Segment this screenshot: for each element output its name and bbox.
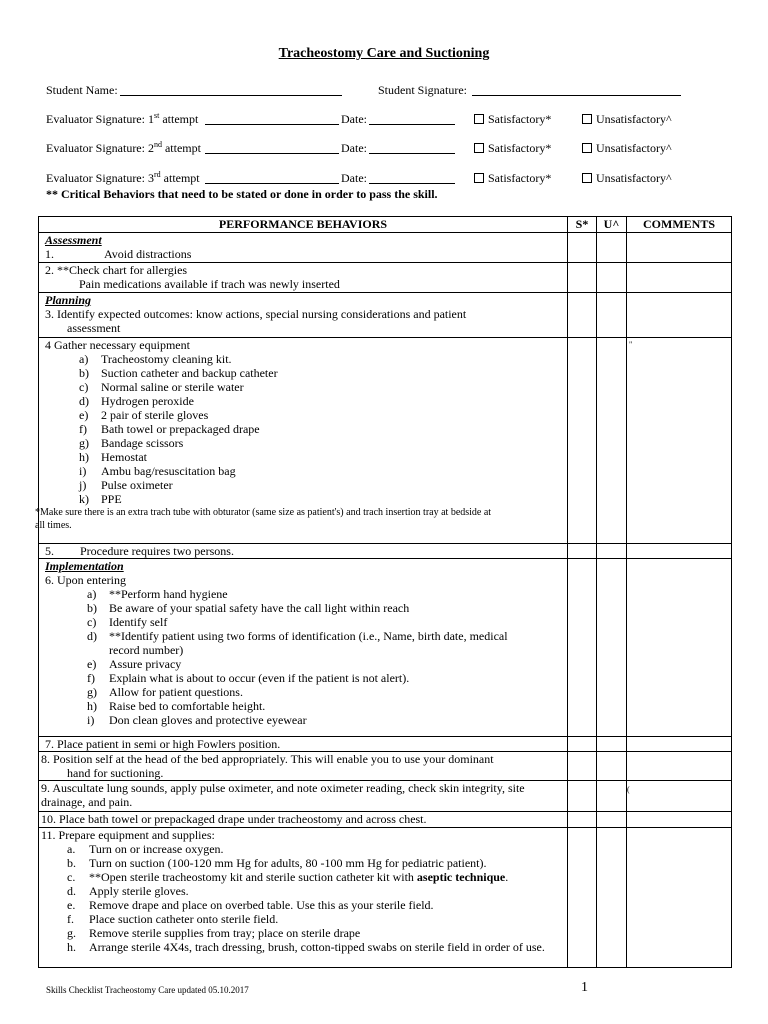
table-header-row [39, 217, 732, 233]
comments-cell[interactable] [627, 263, 732, 293]
item-marker: i) [79, 464, 87, 478]
u-cell[interactable] [597, 737, 627, 752]
list-item [39, 699, 567, 713]
u-cell[interactable] [597, 293, 627, 338]
note-text: *Make sure there is an extra trach tube with obturator (same size as patient's) and trach insertion tray at bedside at [35, 507, 492, 518]
item-text: Be aware of your spatial safety have the call light within reach [109, 601, 410, 615]
row-text: 4 Gather necessary equipment [45, 338, 190, 352]
header-comments: COMMENTS [627, 217, 732, 233]
row-text: assessment [67, 321, 121, 335]
checkbox-icon[interactable] [582, 114, 592, 124]
row-text: 11. Prepare equipment and supplies: [41, 828, 215, 842]
u-cell[interactable] [597, 233, 627, 263]
item-marker: a) [79, 352, 89, 366]
list-item [39, 352, 567, 366]
u-cell[interactable] [597, 544, 627, 559]
date-label: Date: [341, 171, 367, 185]
page-number: 1 [581, 980, 588, 995]
table-row [39, 737, 732, 752]
s-cell[interactable] [568, 752, 597, 781]
evaluator-signature-label: Evaluator Signature: 3rd attempt [46, 170, 200, 185]
row-number: 1. [45, 247, 54, 261]
s-cell[interactable] [568, 781, 597, 812]
item-marker: d) [87, 629, 97, 643]
s-cell[interactable] [568, 233, 597, 263]
row-number: 5. [45, 544, 54, 558]
table-row [39, 828, 732, 968]
evaluator-signature-label: Evaluator Signature: 2nd attempt [46, 140, 201, 155]
row-text: drainage, and pain. [41, 795, 133, 809]
item-text: **Perform hand hygiene [109, 587, 228, 601]
checkbox-icon[interactable] [582, 143, 592, 153]
date-field[interactable] [369, 124, 455, 125]
checkbox-icon[interactable] [582, 173, 592, 183]
list-item [39, 671, 567, 685]
list-item [39, 587, 567, 601]
table-row [39, 544, 732, 559]
table-row [39, 752, 732, 781]
item-text: Arrange sterile 4X4s, trach dressing, brush, cotton-tipped swabs on sterile field in order of use. [89, 940, 545, 954]
comments-cell[interactable] [627, 737, 732, 752]
list-item [39, 884, 567, 898]
row-text: 9. Auscultate lung sounds, apply pulse oximeter, and note oximeter reading, check skin integrity, site [41, 781, 525, 795]
item-marker: c) [87, 615, 97, 629]
u-cell[interactable] [597, 263, 627, 293]
list-item [39, 657, 567, 671]
list-item [39, 926, 567, 940]
comments-cell[interactable] [627, 828, 732, 968]
list-item [39, 422, 567, 436]
item-marker: h) [79, 450, 89, 464]
s-cell[interactable] [568, 812, 597, 828]
critical-behaviors-note: ** Critical Behaviors that need to be stated or done in order to pass the skill. [46, 187, 438, 201]
u-cell[interactable] [597, 752, 627, 781]
satisfactory-option[interactable]: Satisfactory* [474, 112, 551, 126]
evaluator-signature-field[interactable] [205, 153, 339, 154]
student-signature-field[interactable] [472, 95, 681, 96]
s-cell[interactable] [568, 338, 597, 544]
item-marker: f) [87, 671, 95, 685]
note-text: all times. [35, 520, 72, 531]
unsatisfactory-option[interactable]: Unsatisfactory^ [582, 171, 672, 185]
satisfactory-option[interactable]: Satisfactory* [474, 141, 551, 155]
comments-cell[interactable] [627, 812, 732, 828]
list-item [39, 615, 567, 629]
u-cell[interactable] [597, 338, 627, 544]
table-row [39, 812, 732, 828]
section-planning: Planning [45, 293, 92, 307]
performance-table [35, 216, 732, 968]
item-text: **Open sterile tracheostomy kit and sterile suction catheter kit with [89, 870, 417, 884]
comments-cell[interactable] [627, 752, 732, 781]
s-cell[interactable] [568, 737, 597, 752]
item-text: Turn on suction (100-120 mm Hg for adults, 80 -100 mm Hg for pediatric patient). [89, 856, 487, 870]
row-text: Pain medications available if trach was newly inserted [79, 277, 340, 291]
item-marker: d) [79, 394, 89, 408]
section-assessment: Assessment [45, 233, 102, 247]
date-label: Date: [341, 112, 367, 126]
item-marker: e) [87, 657, 97, 671]
list-item [39, 856, 567, 870]
u-cell[interactable] [597, 781, 627, 812]
header-behaviors: PERFORMANCE BEHAVIORS [39, 217, 568, 233]
unsatisfactory-option[interactable]: Unsatisfactory^ [582, 141, 672, 155]
item-text: Suction catheter and backup catheter [101, 366, 278, 380]
date-label: Date: [341, 141, 367, 155]
item-marker: j) [79, 478, 87, 492]
date-field[interactable] [369, 183, 455, 184]
list-item [39, 898, 567, 912]
row-text: 6. Upon entering [45, 573, 126, 587]
table-row [39, 781, 732, 812]
comment-mark: " [629, 340, 633, 349]
evaluator-signature-label: Evaluator Signature: 1st attempt [46, 111, 199, 126]
item-marker: h. [67, 940, 76, 954]
s-cell[interactable] [568, 559, 597, 737]
row-text: Procedure requires two persons. [80, 544, 234, 558]
item-marker: d. [67, 884, 76, 898]
item-marker: c. [67, 870, 76, 884]
evaluator-signature-field[interactable] [205, 183, 339, 184]
checkbox-icon[interactable] [474, 143, 484, 153]
item-marker: e) [79, 408, 89, 422]
item-text: Hydrogen peroxide [101, 394, 194, 408]
item-text: Tracheostomy cleaning kit. [101, 352, 232, 366]
comment-mark: ( [627, 785, 630, 794]
list-item [39, 464, 567, 478]
item-text: Turn on or increase oxygen. [89, 842, 224, 856]
item-text: Ambu bag/resuscitation bag [101, 464, 236, 478]
item-text: Normal saline or sterile water [101, 380, 244, 394]
table-row [39, 293, 732, 338]
item-marker: i) [87, 713, 95, 727]
item-text: Don clean gloves and protective eyewear [109, 713, 307, 727]
item-text: Hemostat [101, 450, 147, 464]
list-item [39, 643, 567, 657]
s-cell[interactable] [568, 293, 597, 338]
item-text: Bandage scissors [101, 436, 184, 450]
comments-cell[interactable] [627, 338, 732, 544]
row-text: hand for suctioning. [67, 766, 164, 780]
item-marker: a) [87, 587, 97, 601]
item-marker: a. [67, 842, 76, 856]
section-implementation: Implementation [45, 559, 124, 573]
list-item [39, 912, 567, 926]
comments-cell[interactable] [627, 781, 732, 812]
student-name-label: Student Name: [46, 83, 118, 97]
item-text: Allow for patient questions. [109, 685, 243, 699]
list-item [39, 436, 567, 450]
item-text: Raise bed to comfortable height. [109, 699, 266, 713]
s-cell[interactable] [568, 828, 597, 968]
footer-text: Skills Checklist Tracheostomy Care updated 05.10.2017 [46, 985, 249, 995]
table-row [39, 263, 732, 293]
item-text: Remove drape and place on overbed table. Use this as your sterile field. [89, 898, 434, 912]
list-item [39, 366, 567, 380]
item-marker: b. [67, 856, 76, 870]
evaluator-signature-field[interactable] [205, 124, 339, 125]
row-text: 3. Identify expected outcomes: know actions, special nursing considerations and patient [45, 307, 467, 321]
item-text: 2 pair of sterile gloves [101, 408, 209, 422]
item-text: Pulse oximeter [101, 478, 173, 492]
item-text: Bath towel or prepackaged drape [101, 422, 260, 436]
s-cell[interactable] [568, 544, 597, 559]
item-text: Remove sterile supplies from tray; place on sterile drape [89, 926, 361, 940]
item-text: Explain what is about to occur (even if the patient is not alert). [109, 671, 410, 685]
item-marker: c) [79, 380, 89, 394]
s-cell[interactable] [568, 263, 597, 293]
list-item [39, 940, 567, 954]
item-marker: b) [87, 601, 97, 615]
list-item [39, 450, 567, 464]
table-row [39, 338, 732, 544]
u-cell[interactable] [597, 828, 627, 968]
item-marker: e. [67, 898, 76, 912]
item-marker: f) [79, 422, 87, 436]
comments-cell[interactable] [627, 559, 732, 737]
row-text: 10. Place bath towel or prepackaged drape under tracheostomy and across chest. [41, 812, 427, 826]
student-name-field[interactable] [120, 95, 342, 96]
header-u: U^ [597, 217, 627, 233]
comments-cell[interactable] [627, 293, 732, 338]
list-item [39, 380, 567, 394]
item-marker: k) [79, 492, 89, 506]
date-field[interactable] [369, 153, 455, 154]
satisfactory-option[interactable]: Satisfactory* [474, 171, 551, 185]
item-text: Identify self [109, 615, 168, 629]
list-item [39, 394, 567, 408]
table-row [39, 233, 732, 263]
comments-cell[interactable] [627, 233, 732, 263]
list-item [39, 601, 567, 615]
comments-cell[interactable] [627, 544, 732, 559]
item-text: PPE [101, 492, 122, 506]
header-s: S* [568, 217, 597, 233]
row-text: 7. Place patient in semi or high Fowlers position. [45, 737, 281, 751]
unsatisfactory-option[interactable]: Unsatisfactory^ [582, 112, 672, 126]
list-item [39, 478, 567, 492]
list-item [39, 629, 567, 643]
list-item [39, 713, 567, 727]
list-item [39, 408, 567, 422]
item-text: **Identify patient using two forms of identification (i.e., Name, birth date, medical [109, 629, 508, 643]
u-cell[interactable] [597, 559, 627, 737]
item-text: Place suction catheter onto sterile field. [89, 912, 279, 926]
item-marker: g. [67, 926, 76, 940]
item-marker: g) [87, 685, 97, 699]
item-marker: h) [87, 699, 97, 713]
item-marker: f. [67, 912, 74, 926]
student-signature-label: Student Signature: [378, 83, 467, 97]
item-text: Apply sterile gloves. [89, 884, 189, 898]
list-item [39, 842, 567, 856]
list-item: c. **Open sterile tracheostomy kit and sterile suction catheter kit with aseptic technique. [67, 870, 509, 884]
table-row [39, 559, 732, 737]
list-item [39, 685, 567, 699]
row-text: 2. **Check chart for allergies [45, 263, 188, 277]
page-title: Tracheostomy Care and Suctioning [278, 46, 490, 61]
item-text: Assure privacy [109, 657, 182, 671]
item-marker: g) [79, 436, 89, 450]
u-cell[interactable] [597, 812, 627, 828]
item-text: record number) [109, 643, 184, 657]
row-text: Avoid distractions [104, 247, 192, 261]
checkbox-icon[interactable] [474, 114, 484, 124]
item-emphasis: aseptic technique [416, 870, 506, 884]
row-text: 8. Position self at the head of the bed appropriately. This will enable you to use your dominant [41, 752, 494, 766]
checkbox-icon[interactable] [474, 173, 484, 183]
item-marker: b) [79, 366, 89, 380]
list-item [39, 492, 567, 506]
